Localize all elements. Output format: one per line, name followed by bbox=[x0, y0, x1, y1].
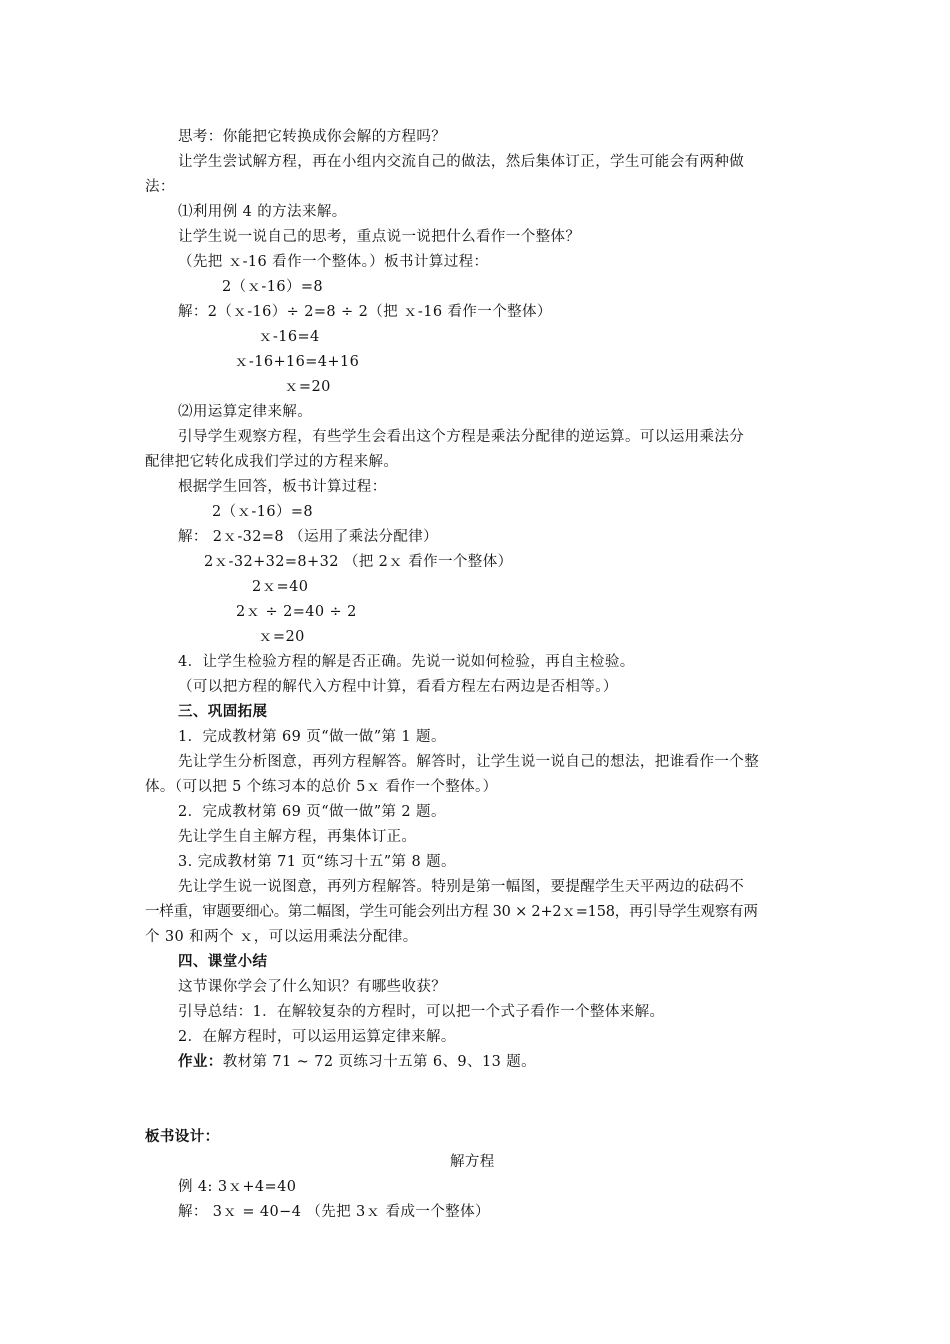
equation-line: 2（ｘ-16）=8 bbox=[222, 279, 324, 295]
text-line: 先让学生自主解方程，再集体订正。 bbox=[178, 829, 417, 845]
text-line: 1．完成教材第 69 页“做一做”第 1 题。 bbox=[178, 729, 446, 745]
text-line: 配律把它转化成我们学过的方程来解。 bbox=[145, 454, 399, 470]
text-line: 个 30 和两个 ｘ，可以运用乘法分配律。 bbox=[145, 929, 418, 945]
text-line: 引导总结：1．在解较复杂的方程时，可以把一个式子看作一个整体来解。 bbox=[178, 1004, 665, 1020]
text-line: 根据学生回答，板书计算过程： bbox=[178, 479, 387, 495]
text-line: 2．在解方程时，可以运用运算定律来解。 bbox=[178, 1029, 456, 1045]
equation-line: 2ｘ-32+32=8+32 （把 2ｘ 看作一个整体） bbox=[204, 554, 513, 570]
text-line: 让学生尝试解方程，再在小组内交流自己的做法，然后集体订正，学生可能会有两种做 bbox=[178, 154, 745, 170]
text-line: 引导学生观察方程，有些学生会看出这个方程是乘法分配律的逆运算。可以运用乘法分 bbox=[178, 429, 745, 445]
equation-line: 解： 2ｘ-32=8 （运用了乘法分配律） bbox=[178, 529, 439, 545]
equation-line: ｘ=20 bbox=[284, 379, 331, 395]
equation-line: ｘ=20 bbox=[258, 629, 305, 645]
text-line: 先让学生分析图意，再列方程解答。解答时，让学生说一说自己的想法，把谁看作一个整 bbox=[178, 754, 760, 770]
equation-line: 2ｘ ÷ 2=40 ÷ 2 bbox=[236, 604, 357, 620]
text-line: （先把 ｘ-16 看作一个整体。）板书计算过程： bbox=[178, 254, 489, 270]
section-heading: 四、课堂小结 bbox=[178, 953, 268, 970]
equation-line: 2（ｘ-16）=8 bbox=[212, 504, 314, 520]
text-line: 思考：你能把它转换成你会解的方程吗？ bbox=[178, 129, 447, 145]
text-line: ⑴利用例 4 的方法来解。 bbox=[178, 204, 347, 220]
board-title: 解方程 bbox=[450, 1154, 495, 1170]
equation-line: ｘ-16+16=4+16 bbox=[234, 354, 360, 370]
equation-line: 解： 3ｘ = 40−4 （先把 3ｘ 看成一个整体） bbox=[178, 1204, 490, 1220]
section-heading: 三、巩固拓展 bbox=[178, 703, 268, 720]
text-line: （可以把方程的解代入方程中计算，看看方程左右两边是否相等。） bbox=[178, 679, 618, 695]
text-line: 这节课你学会了什么知识？有哪些收获？ bbox=[178, 979, 447, 995]
text-line: 3. 完成教材第 71 页“练习十五”第 8 题。 bbox=[178, 854, 456, 870]
text-line: 2．完成教材第 69 页“做一做”第 2 题。 bbox=[178, 804, 446, 820]
text-line: 体。（可以把 5 个练习本的总价 5ｘ 看作一个整体。） bbox=[145, 779, 498, 795]
text-line: 先让学生说一说图意，再列方程解答。特别是第一幅图，要提醒学生天平两边的砝码不 bbox=[178, 879, 745, 895]
equation-line: ｘ-16=4 bbox=[258, 329, 320, 345]
text-line: 法： bbox=[145, 179, 175, 195]
equation-line: 2ｘ=40 bbox=[252, 579, 309, 595]
equation-line: 解：2（ｘ-16）÷ 2=8 ÷ 2（把 ｘ-16 看作一个整体） bbox=[178, 304, 552, 320]
board-design-heading: 板书设计： bbox=[145, 1128, 220, 1145]
text-line: ⑵用运算定律来解。 bbox=[178, 404, 313, 420]
equation-line: 例 4: 3ｘ+4=40 bbox=[178, 1179, 297, 1195]
homework-line: 作业：教材第 71 ~ 72 页练习十五第 6、9、13 题。 bbox=[178, 1053, 537, 1070]
text-line: 4．让学生检验方程的解是否正确。先说一说如何检验，再自主检验。 bbox=[178, 654, 635, 670]
text-line: 让学生说一说自己的思考，重点说一说把什么看作一个整体？ bbox=[178, 229, 581, 245]
homework-label: 作业： bbox=[178, 1053, 223, 1070]
text-line: 一样重，审题要细心。第二幅图，学生可能会列出方程 30 × 2+2ｘ=158，再引导学生观察有两 bbox=[145, 904, 758, 920]
